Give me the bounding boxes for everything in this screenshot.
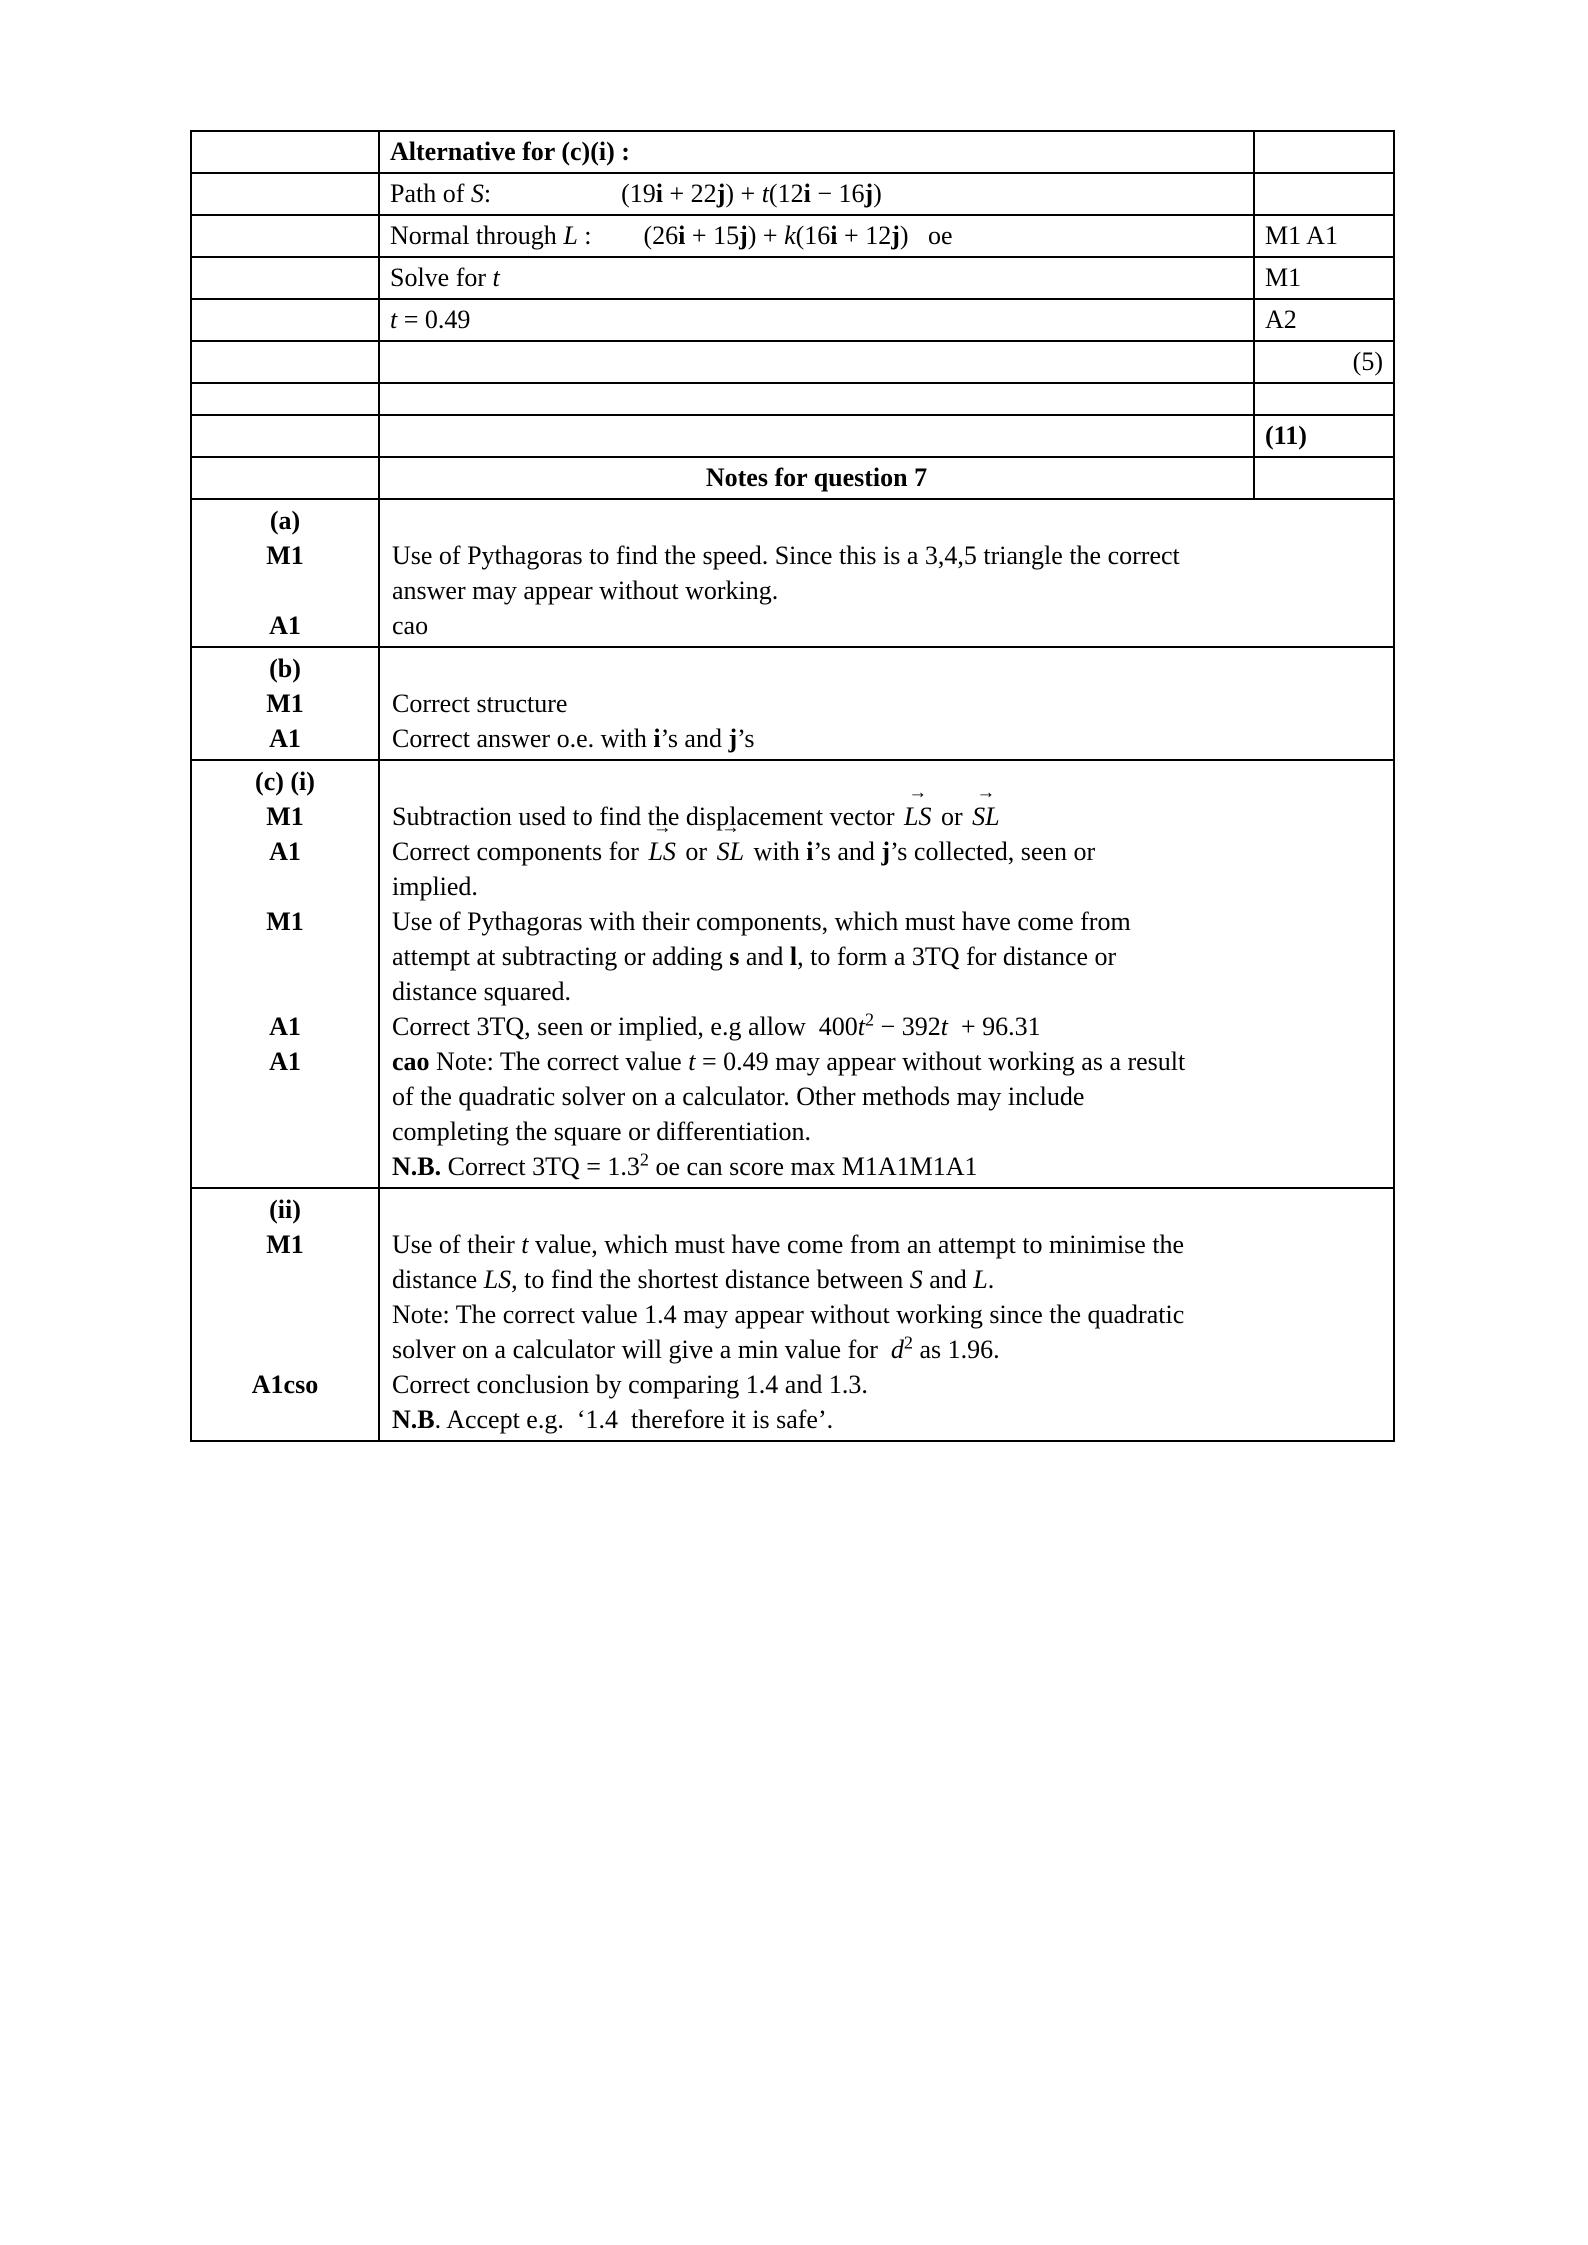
- table-cell-label: [192, 258, 378, 298]
- table-cell-content: [378, 258, 1253, 298]
- notes-text-cell: [378, 500, 1393, 646]
- notes-group: [192, 500, 1393, 648]
- text-segment: N.B.: [392, 1152, 442, 1181]
- text-segment: t: [390, 305, 398, 334]
- note-text-line: [392, 1227, 1381, 1262]
- note-text-line: [392, 1009, 1381, 1044]
- text-segment: l: [789, 942, 798, 971]
- note-label-line: [196, 974, 374, 1009]
- note-label-line: A1: [269, 724, 301, 753]
- text-segment: attempt at subtracting or adding: [392, 942, 730, 971]
- text-segment: i: [653, 724, 661, 753]
- notes-group: [192, 761, 1393, 1189]
- text-segment: distance: [392, 1265, 484, 1294]
- text-segment: and: [922, 1265, 974, 1294]
- notes-group: [192, 1189, 1393, 1440]
- note-text-line: [392, 721, 1381, 756]
- text-segment: (16: [795, 221, 831, 250]
- note-text-line: [392, 1332, 1381, 1367]
- text-segment: : (19: [483, 179, 656, 208]
- text-segment: Solve for: [390, 263, 493, 292]
- text-segment: i: [806, 837, 814, 866]
- table-cell-content: [378, 300, 1253, 340]
- text-segment: N.B: [392, 1405, 435, 1434]
- notes-label-cell: [192, 648, 378, 759]
- text-segment: = 0.49: [397, 305, 471, 334]
- note-label-line: (a): [269, 506, 301, 535]
- text-segment: completing the square or differentiation.: [392, 1117, 811, 1146]
- text-segment: S: [909, 1265, 923, 1294]
- notes-label-cell: [192, 761, 378, 1187]
- table-cell-mark: [1253, 384, 1393, 414]
- text-segment: (11): [1265, 421, 1307, 450]
- note-label-line: [196, 1149, 374, 1184]
- text-segment: distance squared.: [392, 977, 572, 1006]
- note-text-line: [392, 1149, 1381, 1184]
- text-segment: ’s and: [660, 724, 729, 753]
- text-segment: j: [739, 221, 748, 250]
- text-segment: ) oe: [899, 221, 953, 250]
- notes-rows: [192, 500, 1393, 1440]
- note-label-line: [196, 939, 374, 974]
- note-text-line: [392, 764, 1381, 799]
- note-text-line: [392, 869, 1381, 904]
- text-segment: Path of: [390, 179, 471, 208]
- text-segment: j: [728, 724, 738, 753]
- table-cell-mark: [1253, 342, 1393, 382]
- note-label-line: M1: [266, 541, 304, 570]
- note-label-line: A1: [269, 1047, 301, 1076]
- text-segment: j: [716, 179, 726, 208]
- text-segment: t: [761, 179, 769, 208]
- text-segment: or: [678, 837, 714, 866]
- note-label-line: M1: [266, 907, 304, 936]
- text-segment: cao: [392, 1047, 430, 1076]
- text-segment: LS: [483, 1265, 512, 1294]
- text-segment: j: [864, 179, 874, 208]
- text-segment: solver on a calculator will give a min value for: [392, 1335, 891, 1364]
- text-segment: (12: [768, 179, 804, 208]
- note-label-line: A1: [269, 837, 301, 866]
- text-segment: L: [563, 221, 578, 250]
- text-segment: − 392: [874, 1012, 941, 1041]
- table-row: [192, 258, 1393, 300]
- text-segment: implied.: [392, 872, 478, 901]
- note-text-line: [392, 686, 1381, 721]
- table-cell-label: [192, 174, 378, 214]
- text-segment: Alternative for (c)(i) :: [390, 137, 630, 166]
- notes-header-row: [192, 458, 1393, 500]
- note-text-line: [392, 1402, 1381, 1437]
- text-segment: Use of Pythagoras to find the speed. Since this is a 3,4,5 triangle the correct: [392, 541, 1180, 570]
- table-cell-mark: [1253, 458, 1393, 498]
- note-text-line: [392, 1114, 1381, 1149]
- text-segment: Note: The correct value: [429, 1047, 689, 1076]
- text-segment: + 12: [837, 221, 892, 250]
- table-row: [192, 342, 1393, 384]
- text-segment: s: [729, 942, 740, 971]
- table-cell-content: [378, 416, 1253, 456]
- text-segment: Normal through: [390, 221, 564, 250]
- text-segment: and: [739, 942, 790, 971]
- table-cell-label: [192, 458, 378, 498]
- note-text-line: [392, 1297, 1381, 1332]
- note-text-line: [392, 974, 1381, 1009]
- text-segment: .: [987, 1265, 995, 1294]
- text-segment: Note: The correct value 1.4 may appear without working since the quadratic: [392, 1300, 1185, 1329]
- text-segment: Correct structure: [392, 689, 568, 718]
- note-label-line: (c) (i): [255, 767, 315, 796]
- table-cell-label: [192, 300, 378, 340]
- text-segment: S: [470, 179, 484, 208]
- notes-text-cell: [378, 761, 1393, 1187]
- notes-label-cell: [192, 1189, 378, 1440]
- text-segment: value, which must have come from an attempt to minimise the: [528, 1230, 1185, 1259]
- text-segment: , to form a 3TQ for distance or: [797, 942, 1117, 971]
- vector-notation: LS →: [904, 799, 931, 834]
- top-rows: [192, 132, 1393, 458]
- text-segment: A2: [1265, 305, 1297, 334]
- note-label-line: [196, 1332, 374, 1367]
- note-label-line: [196, 573, 374, 608]
- text-segment: i: [803, 179, 811, 208]
- note-text-line: [392, 939, 1381, 974]
- note-label-line: M1: [266, 689, 304, 718]
- table-row: [192, 216, 1393, 258]
- text-segment: t: [688, 1047, 696, 1076]
- note-label-line: [196, 1114, 374, 1149]
- table-cell-label: [192, 132, 378, 172]
- text-segment: + 22: [663, 179, 717, 208]
- text-segment: oe can score max M1A1M1A1: [649, 1152, 978, 1181]
- table-cell-mark: [1253, 416, 1393, 456]
- note-text-line: [392, 834, 1381, 869]
- text-segment: t: [857, 1012, 865, 1041]
- note-label-line: (b): [269, 654, 301, 683]
- note-text-line: [392, 799, 1381, 834]
- vector-notation: SL →: [972, 799, 999, 834]
- notes-text-cell: [378, 648, 1393, 759]
- text-segment: i: [678, 221, 686, 250]
- text-segment: Use of their: [392, 1230, 522, 1259]
- table-cell-mark: [1253, 174, 1393, 214]
- notes-text-cell: [378, 1189, 1393, 1440]
- text-segment: M1: [1265, 263, 1302, 292]
- table-cell-mark: [1253, 132, 1393, 172]
- note-text-line: [392, 1367, 1381, 1402]
- notes-group: [192, 648, 1393, 761]
- table-row: [192, 300, 1393, 342]
- text-segment: i: [655, 179, 664, 208]
- text-segment: i: [830, 221, 838, 250]
- table-cell-content: [378, 384, 1253, 414]
- text-segment: Use of Pythagoras with their components, which must have come from: [392, 907, 1131, 936]
- text-segment: : (26: [577, 221, 679, 250]
- table-cell-label: [192, 216, 378, 256]
- text-segment: 2: [639, 1149, 650, 1170]
- table-row: [192, 384, 1393, 416]
- table-cell-label: [192, 416, 378, 456]
- note-label-line: M1: [266, 802, 304, 831]
- text-segment: . Accept e.g. ‘1.4 therefore it is safe’.: [434, 1405, 834, 1434]
- text-segment: Correct conclusion by comparing 1.4 and 1.3.: [392, 1370, 868, 1399]
- table-row: [192, 174, 1393, 216]
- note-label-line: [196, 1297, 374, 1332]
- text-segment: j: [891, 221, 900, 250]
- text-segment: − 16: [810, 179, 865, 208]
- table-cell-mark: [1253, 258, 1393, 298]
- table-row: [192, 416, 1393, 458]
- note-text-line: [392, 608, 1381, 643]
- text-segment: cao: [392, 611, 429, 640]
- note-label-line: [196, 869, 374, 904]
- text-segment: , to find the shortest distance between: [511, 1265, 910, 1294]
- text-segment: with: [747, 837, 807, 866]
- note-label-line: A1cso: [251, 1370, 319, 1399]
- text-segment: d: [890, 1335, 904, 1364]
- notes-header: [378, 458, 1253, 498]
- note-text-line: [392, 1044, 1381, 1079]
- note-text-line: [392, 904, 1381, 939]
- text-segment: ) +: [725, 179, 762, 208]
- text-segment: t: [940, 1012, 948, 1041]
- note-text-line: [392, 651, 1381, 686]
- text-segment: Correct 3TQ, seen or implied, e.g allow 400: [392, 1012, 858, 1041]
- text-segment: L: [973, 1265, 988, 1294]
- text-segment: ’s: [737, 724, 755, 753]
- table-cell-content: [378, 132, 1253, 172]
- table-cell-mark: [1253, 300, 1393, 340]
- text-segment: + 15: [685, 221, 740, 250]
- text-segment: answer may appear without working.: [392, 576, 779, 605]
- note-label-line: [196, 1262, 374, 1297]
- text-segment: k: [784, 221, 796, 250]
- table-row: [192, 132, 1393, 174]
- note-text-line: [392, 538, 1381, 573]
- text-segment: or: [934, 802, 970, 831]
- text-segment: (5): [1352, 347, 1383, 376]
- text-segment: Correct answer o.e. with: [392, 724, 654, 753]
- text-segment: ) +: [747, 221, 785, 250]
- table-cell-content: [378, 174, 1253, 214]
- text-segment: Subtraction used to find the displacement vector: [392, 802, 902, 831]
- text-segment: Correct 3TQ = 1.3: [441, 1152, 640, 1181]
- text-segment: j: [881, 837, 891, 866]
- text-segment: as 1.96.: [912, 1335, 1000, 1364]
- vector-notation: LS →: [648, 834, 675, 869]
- table-cell-content: [378, 216, 1253, 256]
- note-text-line: [392, 1192, 1381, 1227]
- note-text-line: [392, 573, 1381, 608]
- note-text-line: [392, 1079, 1381, 1114]
- text-segment: M1 A1: [1265, 221, 1338, 250]
- text-segment: 2: [864, 1009, 875, 1030]
- notes-header-text: Notes for question 7: [705, 463, 928, 492]
- text-segment: 2: [903, 1332, 913, 1353]
- notes-label-cell: [192, 500, 378, 646]
- text-segment: = 0.49 may appear without working as a result: [695, 1047, 1186, 1076]
- text-segment: ’s and: [813, 837, 882, 866]
- note-label-line: [196, 1402, 374, 1437]
- mark-scheme-table: [190, 130, 1395, 1442]
- table-cell-content: [378, 342, 1253, 382]
- text-segment: t: [492, 263, 500, 292]
- text-segment: Correct components for: [392, 837, 646, 866]
- text-segment: t: [521, 1230, 529, 1259]
- note-label-line: (ii): [269, 1195, 301, 1224]
- note-text-line: [392, 503, 1381, 538]
- table-cell-label: [192, 384, 378, 414]
- text-segment: + 96.31: [947, 1012, 1041, 1041]
- text-segment: ’s collected, seen or: [890, 837, 1096, 866]
- note-label-line: [196, 1079, 374, 1114]
- table-cell-label: [192, 342, 378, 382]
- note-label-line: A1: [269, 611, 301, 640]
- note-label-line: A1: [269, 1012, 301, 1041]
- vector-notation: SL →: [717, 834, 744, 869]
- table-cell-mark: [1253, 216, 1393, 256]
- note-text-line: [392, 1262, 1381, 1297]
- text-segment: of the quadratic solver on a calculator. Other methods may include: [392, 1082, 1085, 1111]
- text-segment: ): [873, 179, 882, 208]
- note-label-line: M1: [266, 1230, 304, 1259]
